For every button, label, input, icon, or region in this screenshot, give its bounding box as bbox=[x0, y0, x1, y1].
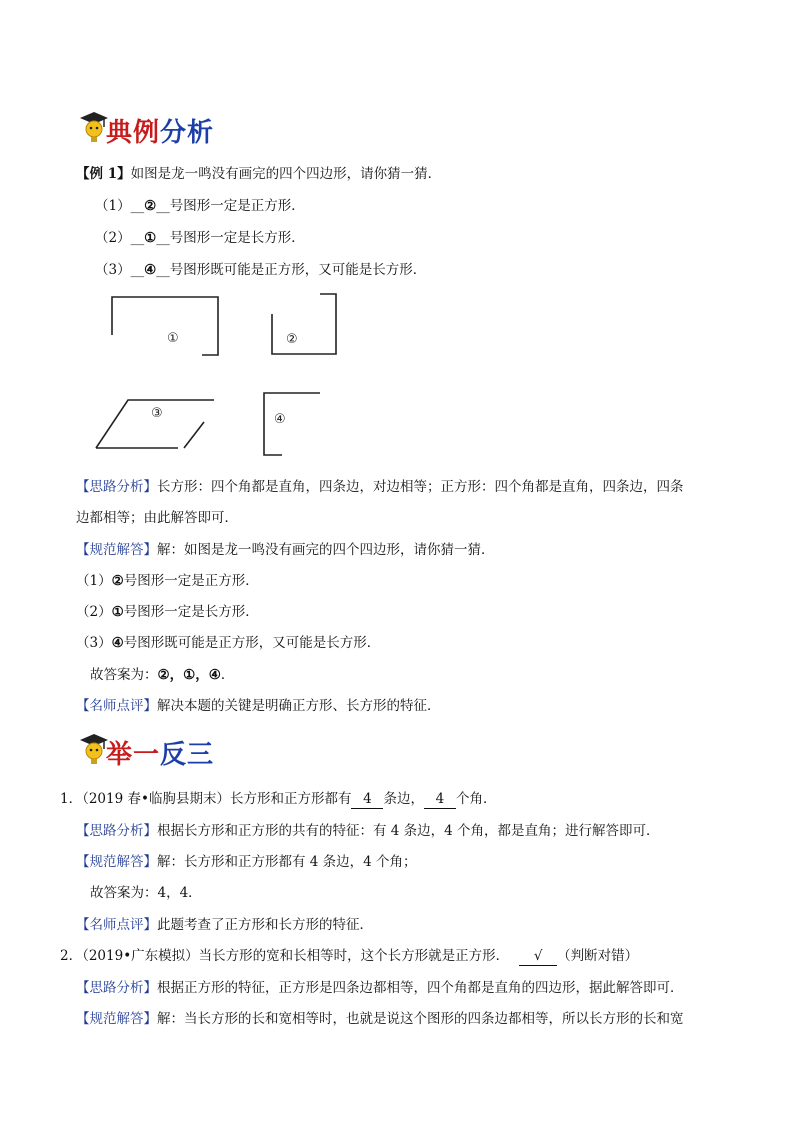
example-solution: 【规范解答】解：如图是龙一鸣没有画完的四个四边形，请你猜一猜． bbox=[76, 542, 495, 558]
exercise-1-question: 1．（2019 春•临朐县期末）长方形和正方形都有 4 条边， 4 个角． bbox=[60, 791, 497, 807]
answer-q2: ① bbox=[144, 230, 157, 246]
answer-q3: ④ bbox=[144, 262, 157, 278]
figure-4-unfinished-quadrilateral bbox=[262, 391, 324, 457]
example-q2: （2）__①__号图形一定是长方形． bbox=[95, 230, 305, 246]
heading-part-2: 反三 bbox=[160, 740, 215, 770]
comment-tag: 【名师点评】 bbox=[76, 698, 157, 714]
exercise-1-final: 故答案为：4，4． bbox=[90, 885, 202, 901]
example-tag: 【例 1】 bbox=[76, 166, 131, 182]
heading-part-2: 分析 bbox=[160, 118, 215, 148]
figure-label-1: ① bbox=[167, 331, 179, 346]
figure-label-4: ④ bbox=[274, 412, 286, 427]
blank-judgement: √ bbox=[519, 947, 557, 966]
analysis-tag: 【思路分析】 bbox=[76, 479, 157, 495]
exercise-2-question: 2．（2019•广东模拟）当长方形的宽和长相等时，这个长方形就是正方形． √ （判断对错） bbox=[60, 948, 639, 964]
exercise-2-analysis: 【思路分析】根据正方形的特征，正方形是四条边都相等，四个角都是直角的四边形，据此解答即可． bbox=[76, 980, 684, 996]
example-question-text: 如图是龙一鸣没有画完的四个四边形，请你猜一猜． bbox=[130, 166, 442, 182]
example-analysis-cont: 边都相等；由此解答即可． bbox=[76, 510, 238, 526]
example-q1: （1）__②__号图形一定是正方形． bbox=[95, 198, 305, 214]
figure-3-unfinished-parallelogram bbox=[94, 396, 214, 451]
blank-angles: 4 bbox=[424, 790, 456, 809]
example-comment: 【名师点评】解决本题的关键是明确正方形、长方形的特征． bbox=[76, 698, 441, 714]
solution-tag: 【规范解答】 bbox=[76, 542, 157, 558]
example-analysis: 【思路分析】长方形：四个角都是直角，四条边，对边相等；正方形：四个角都是直角，四条边，四条 bbox=[76, 479, 684, 495]
solution-final: 故答案为：②，①，④． bbox=[90, 667, 235, 683]
answer-q1: ② bbox=[144, 198, 157, 214]
solution-q3: （3）④号图形既可能是正方形，又可能是长方形． bbox=[76, 635, 381, 651]
solution-q1: （1）②号图形一定是正方形． bbox=[76, 573, 259, 589]
figure-1-unfinished-rectangle bbox=[110, 295, 220, 357]
blank-sides: 4 bbox=[351, 790, 383, 809]
figure-2-unfinished-square bbox=[270, 292, 340, 356]
heading-part-1: 举一 bbox=[106, 740, 161, 770]
figure-label-3: ③ bbox=[151, 406, 163, 421]
solution-q2: （2）①号图形一定是长方形． bbox=[76, 604, 259, 620]
example-question bbox=[76, 165, 441, 183]
exercise-1-solution: 【规范解答】解：长方形和正方形都有 4 条边，4 个角； bbox=[76, 854, 417, 870]
example-q3: （3）__④__号图形既可能是正方形，又可能是长方形． bbox=[95, 262, 427, 278]
figure-label-2: ② bbox=[286, 332, 298, 347]
exercise-1-analysis: 【思路分析】根据长方形和正方形的共有的特征：有 4 条边，4 个角，都是直角；进行解答即可． bbox=[76, 823, 660, 839]
heading-part-1: 典例 bbox=[106, 118, 161, 148]
exercise-2-solution: 【规范解答】解：当长方形的长和宽相等时，也就是说这个图形的四条边都相等，所以长方形的长和宽 bbox=[76, 1011, 684, 1027]
exercise-1-comment: 【名师点评】此题考查了正方形和长方形的特征． bbox=[76, 917, 373, 933]
